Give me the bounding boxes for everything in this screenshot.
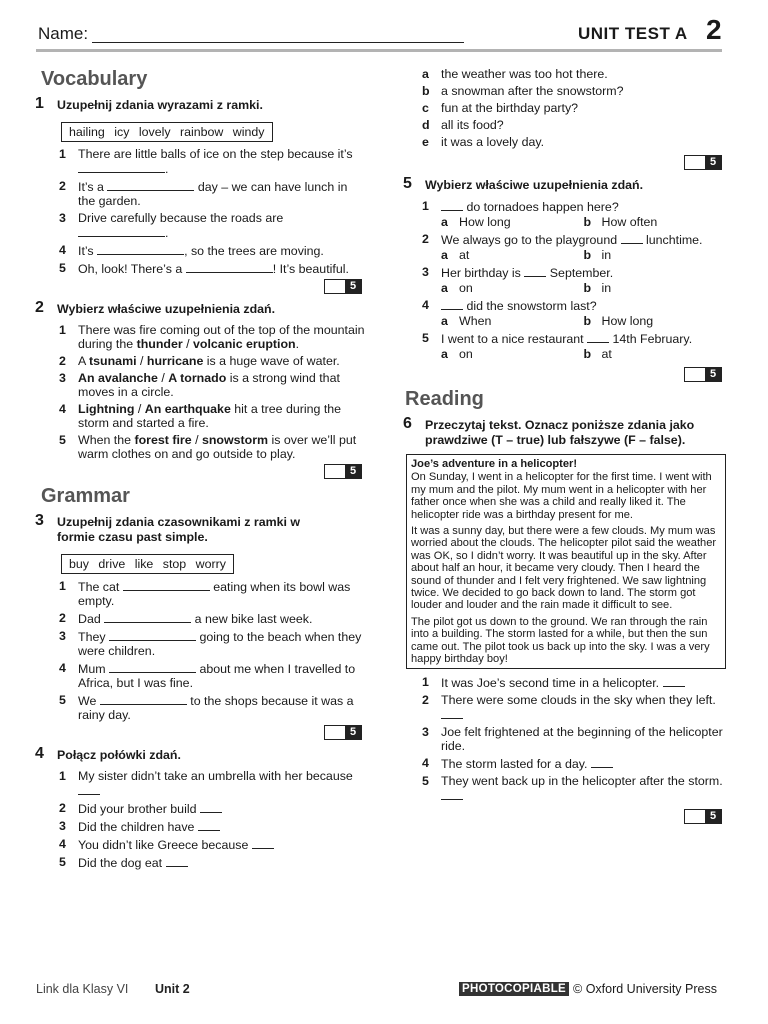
list-item xyxy=(59,693,366,722)
exercise-4-header xyxy=(36,746,366,763)
item-text: . xyxy=(165,162,169,176)
answer-blank[interactable] xyxy=(441,199,463,211)
item-text: hit a tree during the storm and started a fire. xyxy=(78,402,342,430)
exercise-number: 3 xyxy=(35,512,44,529)
option-b[interactable]: b in xyxy=(583,248,612,262)
score-max: 5 xyxy=(345,726,361,739)
option-a[interactable]: a at xyxy=(441,248,470,262)
exercise-4-items xyxy=(59,769,366,870)
item-number: 4 xyxy=(422,298,429,312)
option-text: at xyxy=(459,248,470,262)
item-text: Dad xyxy=(78,612,101,626)
section-title-grammar: Grammar xyxy=(41,485,130,507)
exercise-instruction: Połącz połówki zdań. xyxy=(57,748,181,762)
choice-a[interactable]: An avalanche xyxy=(78,371,158,385)
list-item xyxy=(422,756,726,771)
ending-item xyxy=(422,67,726,81)
item-text: . xyxy=(295,337,300,351)
ending-letter: b xyxy=(422,84,430,98)
exercise-1-items xyxy=(59,147,366,276)
exercise-instruction: Wybierz właściwe uzupełnienia zdań. xyxy=(425,178,644,192)
list-item xyxy=(422,298,726,313)
section-title-reading: Reading xyxy=(405,388,484,410)
right-column xyxy=(404,67,726,830)
item-number: 1 xyxy=(422,674,429,689)
score-blank[interactable] xyxy=(325,280,345,293)
option-text: in xyxy=(601,281,612,295)
item-text: lunchtime. xyxy=(646,233,703,247)
answer-blank[interactable] xyxy=(441,298,463,310)
item-text: about me when I travelled to Africa, but I was fine. xyxy=(78,662,356,690)
item-text: Joe felt frightened at the beginning of the helicopter ride. xyxy=(441,724,723,753)
exercise-1-header xyxy=(36,96,366,113)
option-a[interactable]: a on xyxy=(441,347,473,361)
item-number: 2 xyxy=(422,692,429,707)
list-item xyxy=(59,629,366,658)
name-label: Name: xyxy=(38,24,89,43)
list-item xyxy=(422,774,726,803)
options-row xyxy=(441,215,726,229)
item-text: A xyxy=(78,354,90,368)
item-text: My sister didn’t take an umbrella with her because xyxy=(78,769,353,783)
list-item xyxy=(59,371,366,399)
list-item xyxy=(422,693,726,722)
option-b[interactable]: b at xyxy=(583,347,612,361)
score-blank[interactable] xyxy=(685,368,705,381)
score-box xyxy=(324,464,362,479)
item-text: a new bike last week. xyxy=(194,612,313,626)
item-number: 5 xyxy=(422,773,429,788)
item-number: 5 xyxy=(59,261,66,275)
item-text: It was Joe’s second time in a helicopter. xyxy=(441,675,660,690)
item-text: They xyxy=(78,630,106,644)
score-blank[interactable] xyxy=(685,810,705,823)
choice-b[interactable]: A tornado xyxy=(168,371,227,385)
exercise-instruction: Wybierz właściwe uzupełnienia zdań. xyxy=(57,302,276,316)
item-number: 3 xyxy=(59,819,66,833)
score-box xyxy=(684,155,722,170)
footer-copyright xyxy=(459,982,717,996)
exercise-number: 1 xyxy=(35,95,44,112)
item-number: 2 xyxy=(59,179,66,193)
item-number: 1 xyxy=(59,323,66,337)
option-a[interactable]: a When xyxy=(441,314,492,328)
item-text: do tornadoes happen here? xyxy=(466,200,619,214)
list-item xyxy=(59,769,366,798)
name-line xyxy=(92,42,464,43)
item-text: is over we’ll put warm clothes on and go outside to play. xyxy=(78,433,357,461)
item-text: The cat xyxy=(78,580,120,594)
unit-title: UNIT TEST A xyxy=(578,24,688,43)
option-text: When xyxy=(459,314,492,328)
item-number: 1 xyxy=(59,579,66,593)
answer-blank[interactable] xyxy=(524,265,546,277)
item-number: 3 xyxy=(422,265,429,279)
answer-blank[interactable] xyxy=(186,261,273,273)
list-item xyxy=(59,243,366,258)
score-blank[interactable] xyxy=(325,465,345,478)
item-number: 4 xyxy=(59,837,66,851)
list-item xyxy=(59,179,366,208)
reading-paragraph: The pilot got us down to the ground. We ran through the rain into a building. The storm lasted for a while, but then the sun came out. The pilot took us back up into the sky. I was a very happy birthday boy! xyxy=(411,615,710,666)
option-text: on xyxy=(459,347,473,361)
item-text: We always go to the playground xyxy=(441,233,618,247)
list-item xyxy=(59,611,366,626)
option-b[interactable]: b in xyxy=(583,281,612,295)
exercise-3-items xyxy=(59,579,366,722)
ending-text: a snowman after the snowstorm? xyxy=(441,84,624,98)
list-item xyxy=(59,855,366,870)
reading-text-box xyxy=(406,454,726,669)
ending-item xyxy=(422,118,726,132)
score-max: 5 xyxy=(705,810,721,823)
footer-unit: Unit 2 xyxy=(155,982,190,996)
choice-separator: / xyxy=(191,433,202,447)
list-item xyxy=(422,725,726,753)
option-a[interactable]: a How long xyxy=(441,215,511,229)
word-box: buy drive like stop worry xyxy=(61,554,234,574)
answer-blank[interactable] xyxy=(621,232,643,244)
option-text: in xyxy=(601,248,612,262)
item-text: Her birthday is xyxy=(441,266,521,280)
item-text: There was fire coming out of the top of the mountain during the xyxy=(78,323,365,351)
score-box xyxy=(324,725,362,740)
answer-blank[interactable] xyxy=(166,855,188,867)
item-text: . xyxy=(165,226,169,240)
list-item xyxy=(59,433,366,461)
score-blank[interactable] xyxy=(685,156,705,169)
option-text: at xyxy=(601,347,612,361)
item-number: 3 xyxy=(422,724,429,739)
list-item xyxy=(422,265,726,280)
item-text: Mum xyxy=(78,662,106,676)
options-row xyxy=(441,347,726,361)
answer-blank[interactable] xyxy=(198,819,220,831)
choice-b[interactable]: snowstorm xyxy=(201,433,269,447)
item-text: The storm lasted for a day. xyxy=(441,756,588,771)
item-number: 4 xyxy=(59,243,66,257)
item-number: 2 xyxy=(59,801,66,815)
item-text: They went back up in the helicopter after the storm. xyxy=(441,773,723,788)
item-number: 2 xyxy=(422,232,429,246)
item-number: 3 xyxy=(59,371,66,385)
answer-blank[interactable] xyxy=(587,331,609,343)
item-text: ! It’s beautiful. xyxy=(272,262,349,276)
answer-blank[interactable] xyxy=(109,629,196,641)
choice-a[interactable]: forest fire xyxy=(134,433,192,447)
item-text: Did your brother build xyxy=(78,802,197,816)
item-text: We xyxy=(78,694,97,708)
item-text: going to the beach when they were children. xyxy=(78,630,362,658)
item-number: 1 xyxy=(59,147,66,161)
list-item xyxy=(59,147,366,176)
header-divider xyxy=(36,49,722,52)
item-number: 4 xyxy=(59,402,66,416)
choice-separator: / xyxy=(157,371,169,385)
list-item xyxy=(59,661,366,690)
score-blank[interactable] xyxy=(325,726,345,739)
list-item xyxy=(59,579,366,608)
option-a[interactable]: a on xyxy=(441,281,473,295)
item-text: eating when its bowl was empty. xyxy=(78,580,351,608)
list-item xyxy=(59,323,366,351)
option-text: on xyxy=(459,281,473,295)
choice-a[interactable]: tsunami xyxy=(89,354,137,368)
item-text: Did the children have xyxy=(78,820,195,834)
item-text: is a strong wind that moves in a circle. xyxy=(78,371,340,399)
exercise-2-header xyxy=(36,300,366,317)
choice-a[interactable]: thunder xyxy=(136,337,183,351)
item-number: 4 xyxy=(422,755,429,770)
options-row xyxy=(441,281,726,295)
left-column xyxy=(36,68,366,873)
ending-item xyxy=(422,84,726,98)
item-number: 3 xyxy=(59,211,66,225)
item-text: day – we can have lunch in the garden. xyxy=(78,180,348,208)
exercise-6-header xyxy=(404,416,726,448)
unit-number: 2 xyxy=(706,14,722,45)
item-text: When the xyxy=(78,433,135,447)
reading-title: Joe’s adventure in a helicopter! xyxy=(411,458,578,470)
reading-paragraph: It was a sunny day, but there were a few clouds. My mum was worried about the clouds. The helicopter pilot said the weather was OK, so I didn’t worry. It was beautiful up in the sky. After about half an hour, it became very cloudy. Then I heard the sound of thunder and I felt very frightened. We saw lightning twice. We decided to go back down to land. The storm got louder and louder and the rain made it difficult to see. xyxy=(411,525,717,612)
choice-b[interactable]: hurricane xyxy=(146,354,204,368)
answer-blank[interactable] xyxy=(441,707,463,719)
ending-letter: e xyxy=(422,135,429,149)
item-number: 5 xyxy=(59,855,66,869)
exercise-instruction: Przeczytaj tekst. Oznacz poniższe zdania jako prawdziwe (T – true) lub fałszywe (F – false). xyxy=(425,418,695,447)
answer-blank[interactable] xyxy=(78,161,165,173)
answer-blank[interactable] xyxy=(104,611,191,623)
option-text: How often xyxy=(601,215,658,229)
list-item xyxy=(59,261,366,276)
item-text: There are little balls of ice on the step because it’s xyxy=(78,147,353,161)
score-box xyxy=(684,367,722,382)
answer-blank[interactable] xyxy=(123,579,210,591)
list-item xyxy=(59,354,366,368)
publisher-text: © Oxford University Press xyxy=(573,982,717,996)
item-text: You didn’t like Greece because xyxy=(78,838,249,852)
item-text: did the snowstorm last? xyxy=(466,299,597,313)
item-number: 5 xyxy=(59,433,66,447)
choice-a[interactable]: Lightning xyxy=(78,402,135,416)
word-box: hailing icy lovely rainbow windy xyxy=(61,122,273,142)
answer-blank[interactable] xyxy=(663,675,685,687)
choice-separator: / xyxy=(136,354,147,368)
answer-blank[interactable] xyxy=(78,225,165,237)
item-text: , so the trees are moving. xyxy=(184,244,324,258)
exercise-instruction: Uzupełnij zdania wyrazami z ramki. xyxy=(57,98,263,112)
item-text: September. xyxy=(549,266,614,280)
answer-blank[interactable] xyxy=(97,243,184,255)
item-number: 4 xyxy=(59,661,66,675)
footer-book-title: Link dla Klasy VI xyxy=(36,982,129,996)
item-text: Drive carefully because the roads are xyxy=(78,211,284,225)
item-number: 5 xyxy=(422,331,429,345)
list-item xyxy=(422,232,726,247)
option-text: How long xyxy=(459,215,511,229)
exercise-5-header xyxy=(404,176,726,193)
choice-b[interactable]: volcanic eruption xyxy=(193,337,296,351)
item-number: 1 xyxy=(59,769,66,783)
exercise-6-items xyxy=(422,675,726,803)
item-text: Oh, look! There’s a xyxy=(78,262,183,276)
choice-separator: / xyxy=(134,402,145,416)
item-text: Did the dog eat xyxy=(78,856,163,870)
answer-blank[interactable] xyxy=(591,756,613,768)
ending-letter: c xyxy=(422,101,429,115)
option-text: How long xyxy=(601,314,654,328)
section-title-vocabulary: Vocabulary xyxy=(41,68,148,90)
exercise-instruction: Uzupełnij zdania czasownikami z ramki w formie czasu past simple. xyxy=(57,515,301,544)
ending-letter: d xyxy=(422,118,430,132)
exercise-4-endings xyxy=(422,67,726,149)
item-text: It’s xyxy=(78,244,94,258)
score-max: 5 xyxy=(705,368,721,381)
score-max: 5 xyxy=(345,280,361,293)
list-item xyxy=(422,199,726,214)
score-box xyxy=(684,809,722,824)
answer-blank[interactable] xyxy=(100,693,187,705)
option-b[interactable]: b How often xyxy=(583,215,658,229)
item-text: There were some clouds in the sky when they left. xyxy=(441,692,716,707)
ending-item xyxy=(422,135,726,149)
item-number: 2 xyxy=(59,611,66,625)
answer-blank[interactable] xyxy=(109,661,196,673)
answer-blank[interactable] xyxy=(200,801,222,813)
item-number: 5 xyxy=(59,693,66,707)
exercise-3-header xyxy=(36,513,366,545)
reading-paragraph: On Sunday, I went in a helicopter for the first time. I went with my mum and the pilot. My mum went in a helicopter with her father once when she was a child and really liked it. The helicopter ride was a birthday present for me. xyxy=(411,471,712,521)
answer-blank[interactable] xyxy=(78,783,100,795)
item-text: 14th February. xyxy=(612,332,693,346)
list-item xyxy=(59,837,366,852)
score-max: 5 xyxy=(345,465,361,478)
answer-blank[interactable] xyxy=(107,179,194,191)
ending-letter: a xyxy=(422,67,429,81)
choice-separator: / xyxy=(182,337,194,351)
list-item xyxy=(59,801,366,816)
score-box xyxy=(324,279,362,294)
ending-text: it was a lovely day. xyxy=(441,135,545,149)
answer-blank[interactable] xyxy=(252,837,274,849)
item-text: to the shops because it was a rainy day. xyxy=(78,694,354,722)
photocopiable-badge: PHOTOCOPIABLE xyxy=(459,982,569,996)
ending-text: all its food? xyxy=(441,118,504,132)
options-row xyxy=(441,248,726,262)
option-b[interactable]: b How long xyxy=(583,314,654,328)
item-number: 3 xyxy=(59,629,66,643)
exercise-number: 5 xyxy=(403,175,412,192)
exercise-number: 4 xyxy=(35,745,44,762)
item-number: 1 xyxy=(422,199,429,213)
list-item xyxy=(59,819,366,834)
answer-blank[interactable] xyxy=(441,788,463,800)
ending-item xyxy=(422,101,726,115)
list-item xyxy=(59,211,366,240)
exercise-2-items xyxy=(59,323,366,461)
options-row xyxy=(441,314,726,328)
item-text: It’s a xyxy=(78,180,104,194)
exercise-number: 6 xyxy=(403,415,412,432)
ending-text: the weather was too hot there. xyxy=(441,67,608,81)
list-item xyxy=(59,402,366,430)
choice-b[interactable]: An earthquake xyxy=(144,402,231,416)
exercise-5-items xyxy=(422,199,726,361)
item-text: is a huge wave of water. xyxy=(203,354,340,368)
exercise-number: 2 xyxy=(35,299,44,316)
list-item xyxy=(422,331,726,346)
ending-text: fun at the birthday party? xyxy=(441,101,579,115)
list-item xyxy=(422,675,726,690)
item-number: 2 xyxy=(59,354,66,368)
score-max: 5 xyxy=(705,156,721,169)
item-text: I went to a nice restaurant xyxy=(441,332,584,346)
